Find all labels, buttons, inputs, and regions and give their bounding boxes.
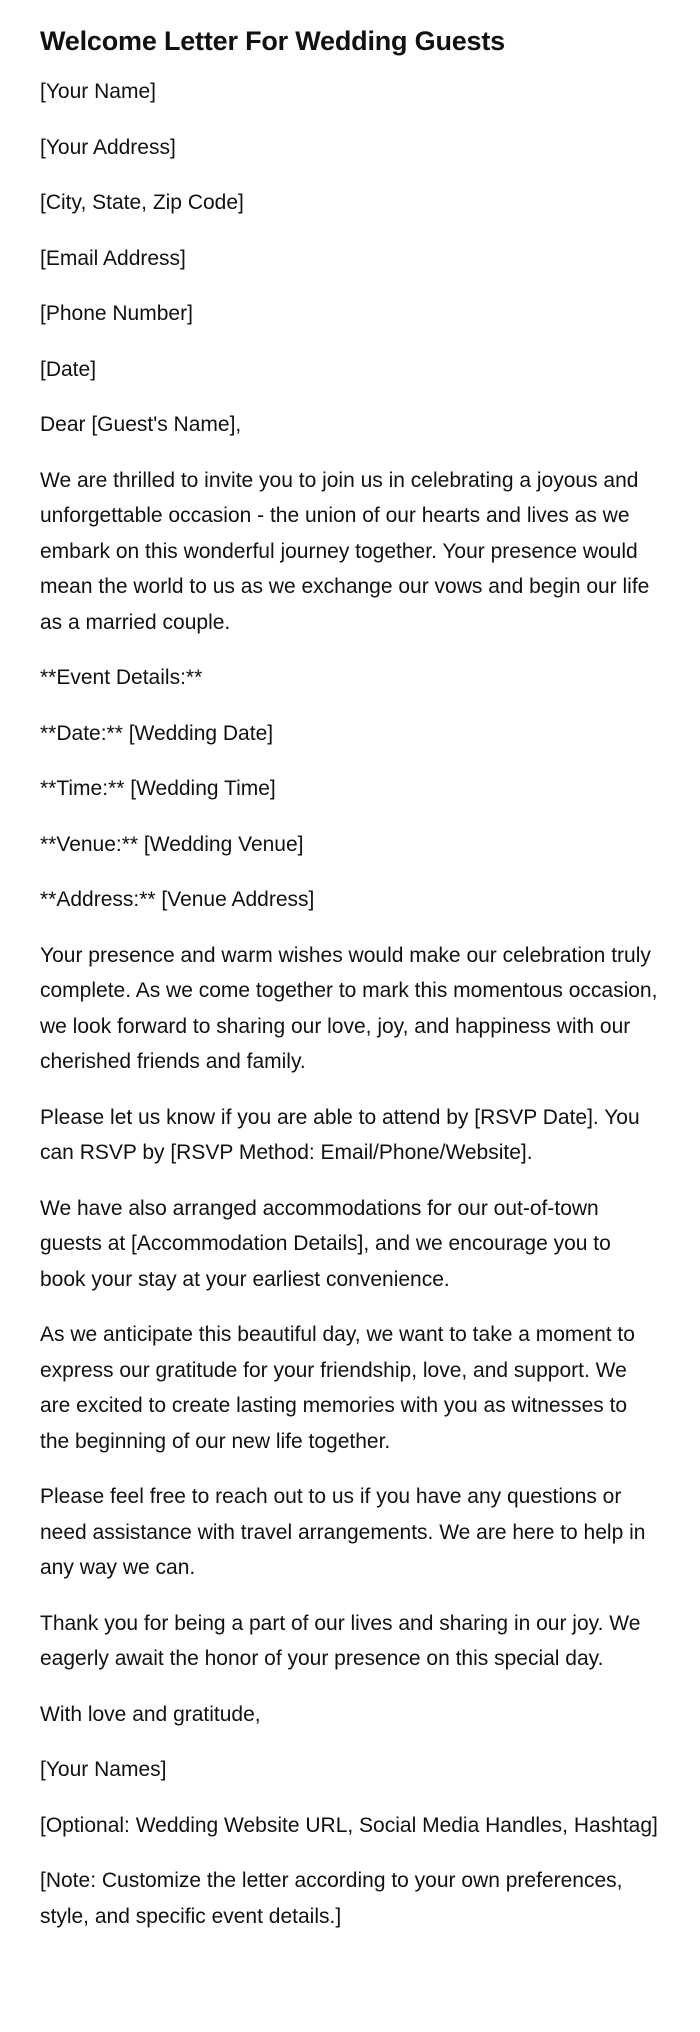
sender-email: [Email Address] <box>40 246 186 270</box>
customization-note: [Note: Customize the letter according to your own preferences, style, and specific event details.] <box>40 1869 623 1928</box>
salutation: Dear [Guest's Name], <box>40 413 242 436</box>
sender-address: [Your Address] <box>40 135 176 159</box>
body-paragraph-gratitude: As we anticipate this beautiful day, we want to take a moment to express our gratitude for your friendship, love, and support. We are excited to create lasting memories with you as witnesses to the beginning of our new life together. <box>40 1323 635 1453</box>
event-details-heading: **Event Details:** <box>40 666 203 689</box>
body-paragraph-rsvp: Please let us know if you are able to attend by [RSVP Date]. You can RSVP by [RSVP Method: Email/Phone/Website]. <box>40 1105 640 1164</box>
sender-phone: [Phone Number] <box>40 302 193 325</box>
body-paragraph-celebration: Your presence and warm wishes would make our celebration truly complete. As we come together to mark this momentous occasion, we look forward to sharing our love, joy, and happiness with our cherished friends and family. <box>40 943 658 1073</box>
event-date: **Date:** [Wedding Date] <box>40 721 274 745</box>
body-paragraph-thanks: Thank you for being a part of our lives and sharing in our joy. We eagerly await the honor of your presence on this special day. <box>40 1611 641 1670</box>
body-paragraph-invitation: We are thrilled to invite you to join us in celebrating a joyous and unforgettable occasion - the union of our hearts and lives as we embark on this wonderful journey together. Your presence would mean the world to us as we exchange our vows and begin our life as a married couple. <box>40 468 650 634</box>
signature-names: [Your Names] <box>40 1758 167 1781</box>
event-venue: **Venue:** [Wedding Venue] <box>40 832 304 856</box>
event-address: **Address:** [Venue Address] <box>40 888 315 911</box>
body-paragraph-contact: Please feel free to reach out to us if you have any questions or need assistance with travel arrangements. We are here to help in any way we can. <box>40 1485 646 1579</box>
event-time: **Time:** [Wedding Time] <box>40 777 276 800</box>
letter-date: [Date] <box>40 357 97 381</box>
body-paragraph-accommodations: We have also arranged accommodations for our out-of-town guests at [Accommodation Details], and we encourage you to book your stay at your earliest convenience. <box>40 1196 611 1291</box>
optional-links: [Optional: Wedding Website URL, Social Media Handles, Hashtag] <box>40 1813 658 1837</box>
sender-name: [Your Name] <box>40 80 156 103</box>
closing: With love and gratitude, <box>40 1702 261 1726</box>
letter-document <box>40 22 660 1954</box>
document-title: Welcome Letter For Wedding Guests <box>40 26 505 56</box>
sender-city-state-zip: [City, State, Zip Code] <box>40 191 244 214</box>
